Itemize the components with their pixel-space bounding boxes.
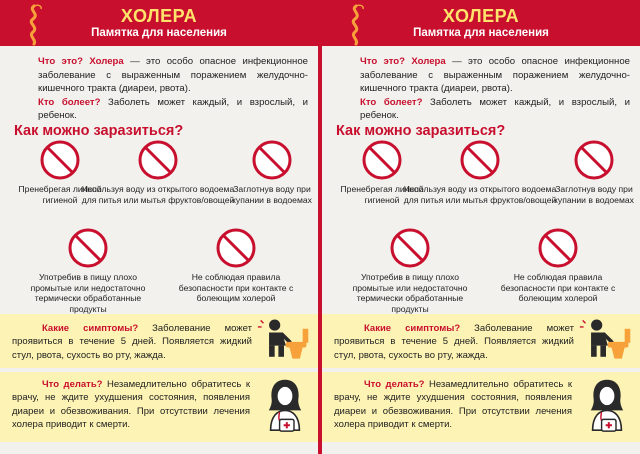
way-item <box>232 140 312 205</box>
way-text: Заглотнув воду при купании в водоемах <box>232 184 312 205</box>
disease-name: Холера <box>411 56 446 67</box>
who-question: Кто болеет? <box>360 96 423 108</box>
no-contact-icon <box>538 228 578 268</box>
header-bar <box>0 0 318 46</box>
way-text: Заглотнув воду при купании в водоемах <box>554 184 634 205</box>
no-cup-icon <box>138 140 178 180</box>
header-bar <box>322 0 640 46</box>
way-text: Употребив в пищу плохо промытые или недостаточно термически обработанные продукты <box>30 272 146 314</box>
what-question: Что это? <box>38 56 83 67</box>
page-subtitle: Памятка для населения <box>413 27 549 39</box>
way-text: Употребив в пищу плохо промытые или недостаточно термически обработанные продукты <box>352 272 468 314</box>
no-apple-icon <box>68 228 108 268</box>
action-answer: Незамедлительно обратитесь к врачу, не ждите ухудшения состояния, появления диареи и обезвоживания. При отсутствии лечения холера приводит к смерти. <box>334 379 572 431</box>
page-subtitle: Памятка для населения <box>91 27 227 39</box>
who-answer: Заболеть может каждый, и взрослый, и ребенок. <box>360 96 630 122</box>
symptoms-text <box>12 322 252 362</box>
intro-text <box>14 55 308 123</box>
way-text: Пренебрегая личной гигиеной <box>18 184 102 205</box>
doctor-icon <box>580 374 634 436</box>
no-contact-icon <box>216 228 256 268</box>
sick-person-icon <box>578 316 634 364</box>
way-text: Не соблюдая правила безопасности при контакте с болеющим холерой <box>500 272 616 304</box>
leaflet-panel-right <box>322 0 640 454</box>
no-dirty-hands-icon <box>40 140 80 180</box>
way-text: Не соблюдая правила безопасности при контакте с болеющим холерой <box>178 272 294 304</box>
symptoms-question: Какие симптомы? <box>364 323 461 334</box>
way-item <box>18 228 158 314</box>
symptoms-answer: Заболевание может проявиться в течение 5 дней. Появляется жидкий стул, рвота, сухость во рту, жажда. <box>12 323 252 361</box>
who-question: Кто болеет? <box>38 96 101 108</box>
way-item <box>402 140 558 205</box>
way-text: Используя воду из открытого водоема для питья или мытья фруктов/овощей <box>403 184 557 205</box>
way-item <box>172 228 300 304</box>
no-swimming-icon <box>252 140 292 180</box>
symptoms-text <box>334 322 574 362</box>
way-item <box>494 228 622 304</box>
action-question: Что делать? <box>364 379 425 390</box>
sick-person-icon <box>256 316 312 364</box>
action-text <box>334 378 572 432</box>
no-apple-icon <box>390 228 430 268</box>
leaflet-panel-left <box>0 0 318 454</box>
doctor-icon <box>258 374 312 436</box>
transmission-heading: Как можно заразиться? <box>14 123 184 139</box>
no-dirty-hands-icon <box>362 140 402 180</box>
symptoms-question: Какие симптомы? <box>42 323 139 334</box>
no-cup-icon <box>460 140 500 180</box>
way-text: Используя воду из открытого водоема для питья или мытья фруктов/овощей <box>81 184 235 205</box>
way-text: Пренебрегая личной гигиеной <box>340 184 424 205</box>
page-title: ХОЛЕРА <box>120 6 198 26</box>
action-text <box>12 378 250 432</box>
disease-name: Холера <box>89 56 124 67</box>
symptoms-answer: Заболевание может проявиться в течение 5 дней. Появляется жидкий стул, рвота, сухость во рту, жажда. <box>334 323 574 361</box>
way-item <box>80 140 236 205</box>
page-title: ХОЛЕРА <box>442 6 520 26</box>
what-answer: — это особо опасное инфекционное заболевание с выраженным поражением желудочно-кишечного тракта (диареи, рвота). <box>360 56 630 95</box>
what-question: Что это? <box>360 56 405 67</box>
intro-text <box>336 55 630 123</box>
way-item <box>340 228 480 314</box>
action-answer: Незамедлительно обратитесь к врачу, не ждите ухудшения состояния, появления диареи и обезвоживания. При отсутствии лечения холера приводит к смерти. <box>12 379 250 431</box>
way-item <box>554 140 634 205</box>
what-answer: — это особо опасное инфекционное заболевание с выраженным поражением желудочно-кишечного тракта (диареи, рвота). <box>38 56 308 95</box>
transmission-heading: Как можно заразиться? <box>336 123 506 139</box>
action-question: Что делать? <box>42 379 103 390</box>
no-swimming-icon <box>574 140 614 180</box>
who-answer: Заболеть может каждый, и взрослый, и ребенок. <box>38 96 308 122</box>
